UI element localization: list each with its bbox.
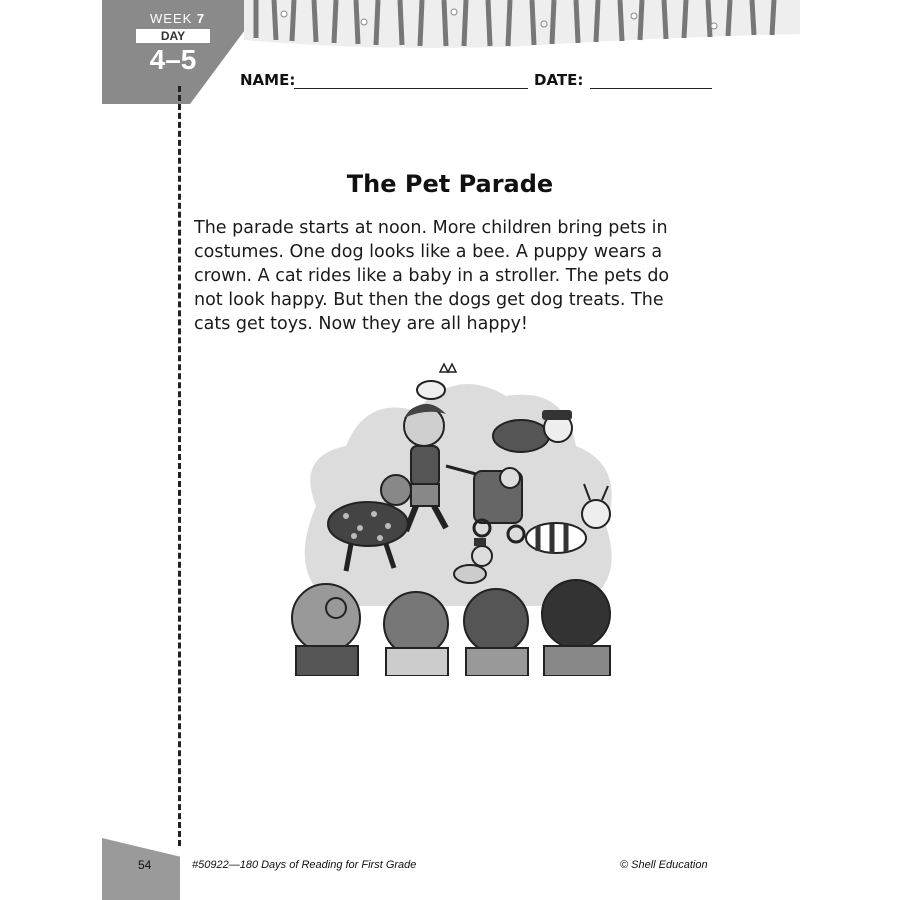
- top-decoration: [244, 0, 800, 48]
- book-title: #50922—180 Days of Reading for First Grade: [192, 859, 417, 871]
- name-field[interactable]: [294, 88, 528, 89]
- date-field[interactable]: [590, 88, 712, 89]
- passage-line: not look happy. But then the dogs get dog treats. The: [194, 290, 664, 310]
- week-label: [150, 11, 205, 26]
- name-label: NAME:: [240, 71, 296, 89]
- pet-parade-illustration: [276, 356, 632, 676]
- week-number: 7: [196, 11, 206, 26]
- page-number: 54: [138, 858, 152, 872]
- week-text: WEEK: [150, 11, 193, 26]
- publisher: © Shell Education: [620, 859, 708, 871]
- day-label: DAY: [136, 29, 210, 43]
- passage-line: The parade starts at noon. More children bring pets in: [194, 218, 668, 238]
- day-range: 4–5: [149, 44, 197, 75]
- date-label: DATE:: [534, 71, 584, 89]
- passage-line: crown. A cat rides like a baby in a stroller. The pets do: [194, 266, 670, 286]
- passage-text: [194, 216, 734, 336]
- passage-title: The Pet Parade: [346, 170, 554, 198]
- cut-line: [178, 86, 181, 846]
- passage-line: costumes. One dog looks like a bee. A puppy wears a: [194, 242, 663, 262]
- passage-line: cats get toys. Now they are all happy!: [194, 314, 528, 334]
